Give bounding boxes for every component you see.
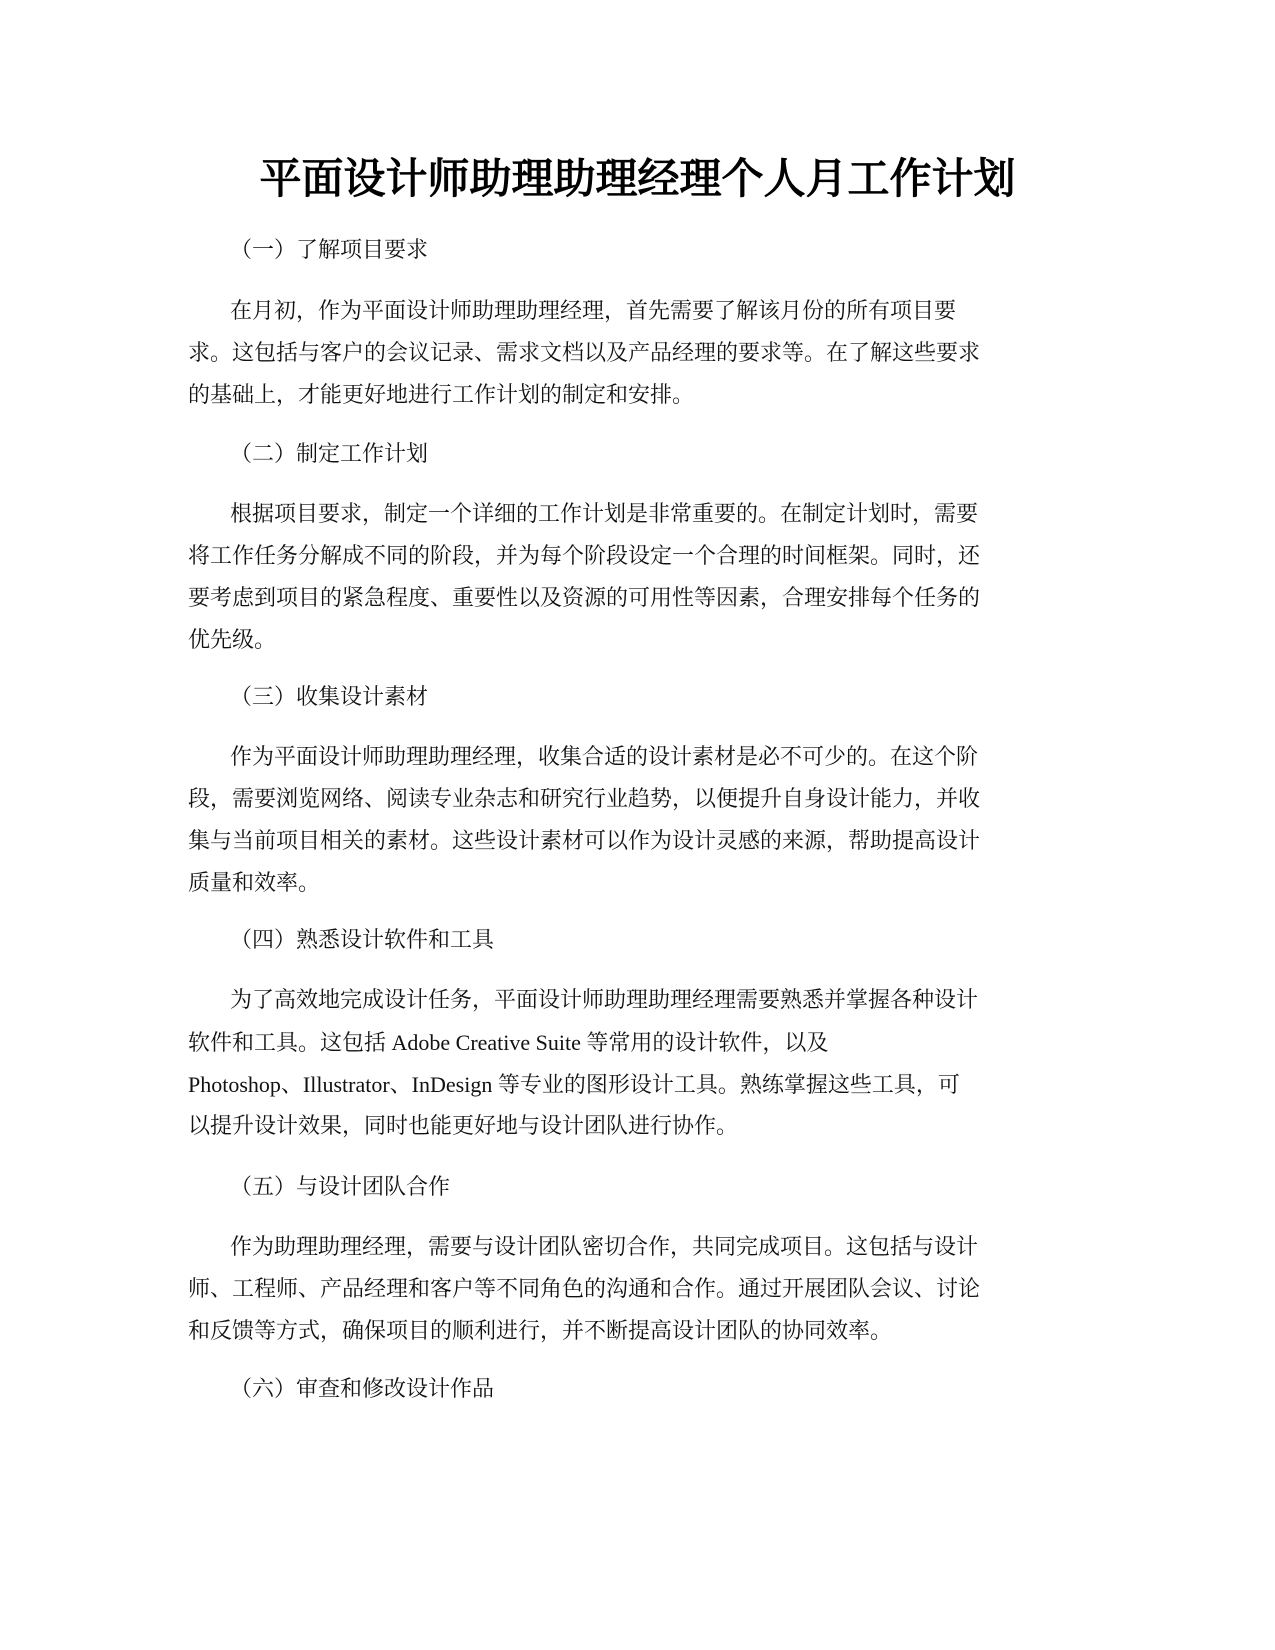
paragraph-line: 在月初，作为平面设计师助理助理经理，首先需要了解该月份的所有项目要 xyxy=(230,299,957,324)
section-paragraph-3 xyxy=(188,743,1088,911)
paragraph-line: 师、工程师、产品经理和客户等不同角色的沟通和合作。通过开展团队会议、讨论 xyxy=(188,1277,981,1302)
paragraph-line: 以提升设计效果，同时也能更好地与设计团队进行协作。 xyxy=(188,1114,739,1139)
paragraph-line: 段，需要浏览网络、阅读专业杂志和研究行业趋势，以便提升自身设计能力，并收 xyxy=(188,787,981,812)
paragraph-line: 作为助理助理经理，需要与设计团队密切合作，共同完成项目。这包括与设计 xyxy=(230,1235,979,1260)
paragraph-line: 将工作任务分解成不同的阶段，并为每个阶段设定一个合理的时间框架。同时，还 xyxy=(188,544,981,569)
section-heading-3: （三）收集设计素材 xyxy=(230,685,429,710)
paragraph-line: 作为平面设计师助理助理经理，收集合适的设计素材是必不可少的。在这个阶 xyxy=(230,745,979,770)
section-heading-1: （一）了解项目要求 xyxy=(230,238,429,263)
paragraph-line: 质量和效率。 xyxy=(188,871,321,896)
section-paragraph-2 xyxy=(188,500,1088,668)
paragraph-line: 的基础上，才能更好地进行工作计划的制定和安排。 xyxy=(188,383,695,408)
section-paragraph-4 xyxy=(188,986,1088,1154)
paragraph-line: 为了高效地完成设计任务，平面设计师助理助理经理需要熟悉并掌握各种设计 xyxy=(230,988,979,1013)
paragraph-line: 要考虑到项目的紧急程度、重要性以及资源的可用性等因素，合理安排每个任务的 xyxy=(188,586,981,611)
section-heading-5: （五）与设计团队合作 xyxy=(230,1175,451,1200)
section-heading-4: （四）熟悉设计软件和工具 xyxy=(230,928,495,953)
section-heading-2: （二）制定工作计划 xyxy=(230,442,429,467)
paragraph-line: 优先级。 xyxy=(188,628,277,653)
document-title: 平面设计师助理助理经理个人月工作计划 xyxy=(259,154,1016,203)
paragraph-line: Photoshop、Illustrator、InDesign 等专业的图形设计工具。熟练掌握这些工具，可 xyxy=(188,1072,960,1097)
paragraph-line: 集与当前项目相关的素材。这些设计素材可以作为设计灵感的来源，帮助提高设计 xyxy=(188,829,981,854)
section-paragraph-1 xyxy=(188,297,1088,423)
paragraph-line: 根据项目要求，制定一个详细的工作计划是非常重要的。在制定计划时，需要 xyxy=(230,502,979,527)
paragraph-line: 软件和工具。这包括 Adobe Creative Suite 等常用的设计软件，以及 xyxy=(188,1030,829,1055)
paragraph-line: 和反馈等方式，确保项目的顺利进行，并不断提高设计团队的协同效率。 xyxy=(188,1319,893,1344)
paragraph-line: 求。这包括与客户的会议记录、需求文档以及产品经理的要求等。在了解这些要求 xyxy=(188,341,981,366)
section-paragraph-5 xyxy=(188,1233,1088,1359)
section-heading-6: （六）审查和修改设计作品 xyxy=(230,1377,495,1402)
